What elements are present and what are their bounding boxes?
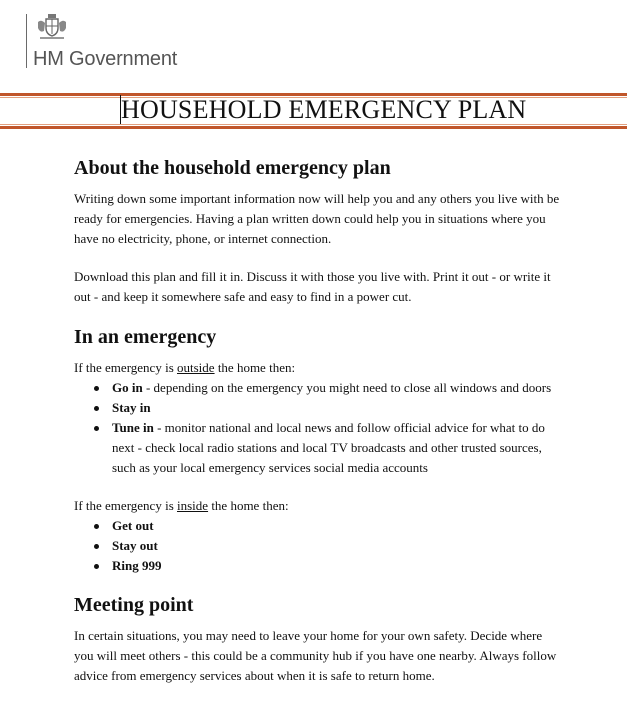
- document-body: [74, 150, 564, 686]
- logo-divider: [26, 14, 27, 68]
- list-item: Stay in: [112, 398, 564, 418]
- list-item: Get out: [112, 516, 564, 536]
- page-title: HOUSEHOLD EMERGENCY PLAN: [121, 95, 527, 124]
- meeting-paragraph: In certain situations, you may need to leave your home for your own safety. Decide where you will meet others - this could be a community hub if you have one nearby. Always follow advice from emergency services about when it is safe to return home.: [74, 628, 557, 683]
- outside-list: [74, 378, 564, 478]
- list-item: Go in - depending on the emergency you might need to close all windows and doors: [112, 378, 564, 398]
- section-heading-about: About the household emergency plan: [74, 157, 391, 179]
- list-item: Stay out: [112, 536, 564, 556]
- list-item: Tune in - monitor national and local news and follow official advice for what to do next - check local radio stations and local TV broadcasts and other trusted sources, such as your local emergency services social media accounts: [112, 418, 564, 478]
- bottom-rule: [0, 126, 627, 129]
- royal-coat-of-arms-icon: [34, 12, 70, 42]
- bottom-rule-thin: [0, 124, 627, 125]
- list-item: Ring 999: [112, 556, 564, 576]
- logo-text: HM Government: [33, 48, 178, 70]
- outside-intro: If the emergency is outside the home then:: [74, 360, 296, 375]
- inside-intro: If the emergency is inside the home then:: [74, 498, 289, 513]
- hm-government-logo: [26, 12, 216, 68]
- about-paragraph-2: Download this plan and fill it in. Discuss it with those you live with. Print it out - or write it out - and keep it somewhere safe and easy to find in a power cut.: [74, 269, 551, 304]
- inside-list: [74, 516, 564, 576]
- section-heading-emergency: In an emergency: [74, 326, 217, 348]
- section-heading-meeting: Meeting point: [74, 594, 194, 616]
- about-paragraph-1: Writing down some important information now will help you and any others you live with be ready for emergencies. Having a plan written down could help you in situations where you have no electricity, phone, or internet connection.: [74, 191, 560, 246]
